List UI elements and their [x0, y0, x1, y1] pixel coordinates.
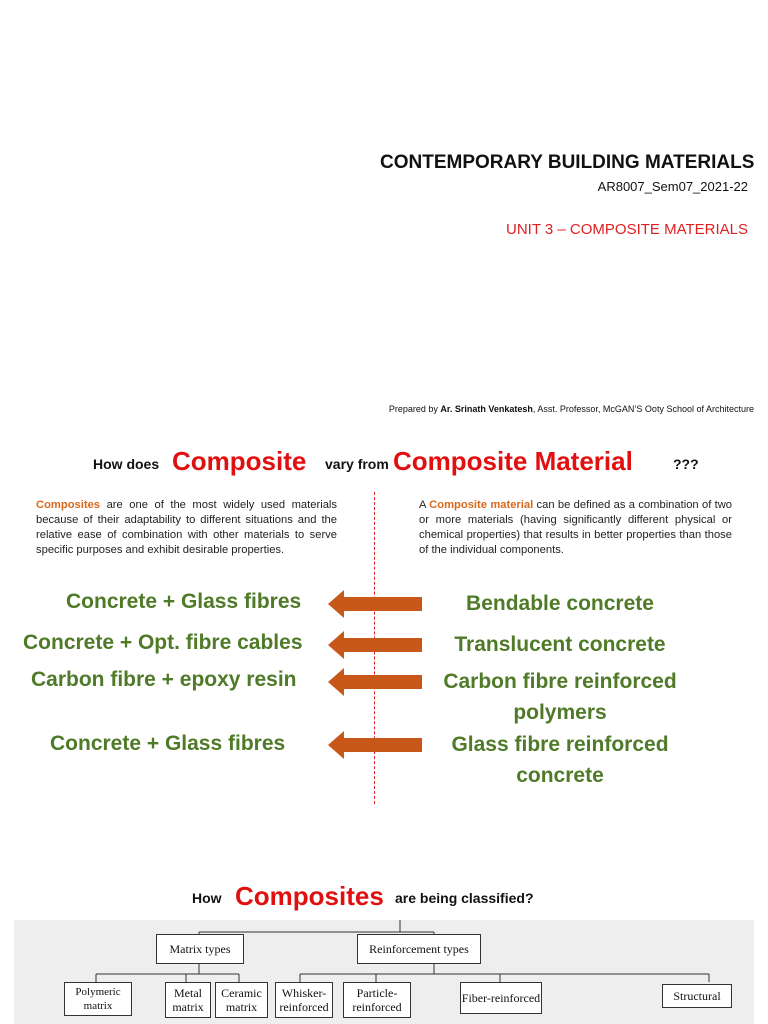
- box-metal-matrix: Metal matrix: [165, 982, 211, 1018]
- question2-composites: Composites: [235, 881, 384, 911]
- pair-3-left: Carbon fibre + epoxy resin: [31, 668, 297, 691]
- cm-prefix: A: [419, 499, 430, 511]
- composites-text: are one of the most widely used materials because of their adaptability to different situations and the relative ease of combination with other materials to serve specific purposes and exhibit desirable properties.: [36, 499, 337, 556]
- question-composite: Composite: [172, 446, 307, 476]
- pair-4-right: Glass fibre reinforced concrete: [451, 733, 669, 787]
- cm-text: can be defined as a combination of two or more materials (having significantly different physical or chemical properties) that results in better properties than those of the individual components.: [419, 499, 733, 556]
- unit-title: UNIT 3 – COMPOSITE MATERIALS: [506, 221, 748, 238]
- box-particle-reinforced: Particle-reinforced: [343, 982, 411, 1018]
- left-arrow-icon: [328, 668, 422, 696]
- pair-1-left: Concrete + Glass fibres: [66, 590, 302, 613]
- composites-definition: [36, 498, 337, 558]
- box-fiber-reinforced: Fiber-reinforced: [460, 982, 542, 1014]
- left-arrow-icon: [328, 631, 422, 659]
- document-title: CONTEMPORARY BUILDING MATERIALS: [380, 152, 755, 173]
- pair-3-right: Carbon fibre reinforced polymers: [443, 670, 677, 724]
- pair-2-left: Concrete + Opt. fibre cables: [23, 631, 303, 654]
- author-name: Ar. Srinath Venkatesh: [440, 404, 533, 414]
- composites-highlight: Composites: [36, 499, 101, 511]
- course-code: AR8007_Sem07_2021-22: [597, 179, 748, 194]
- box-reinforcement-types: Reinforcement types: [357, 934, 481, 964]
- pair-1-right: Bendable concrete: [466, 592, 654, 615]
- pair-2-right: Translucent concrete: [454, 633, 666, 656]
- prepared-by: [389, 404, 754, 414]
- question-marks: ???: [673, 456, 699, 472]
- question2-how: How: [192, 890, 222, 906]
- left-arrow-icon: [328, 731, 422, 759]
- prepared-prefix: Prepared by: [388, 404, 441, 414]
- classification-diagram: [14, 920, 754, 1024]
- composite-material-definition: [419, 498, 732, 558]
- box-whisker-reinforced: Whisker-reinforced: [275, 982, 333, 1018]
- question-vary-from: vary from: [325, 456, 389, 472]
- cm-highlight-1: Composite: [429, 499, 487, 511]
- box-structural: Structural: [662, 984, 732, 1008]
- question-composite-material: Composite Material: [393, 446, 633, 476]
- left-arrow-icon: [328, 590, 422, 618]
- question-how-does: How does: [93, 456, 160, 472]
- prepared-suffix: , Asst. Professor, McGAN’S Ooty School of Architecture: [532, 404, 754, 414]
- question2-rest: are being classified?: [395, 890, 534, 906]
- box-matrix-types: Matrix types: [156, 934, 244, 964]
- box-polymeric-matrix: Polymeric matrix: [64, 982, 132, 1016]
- box-ceramic-matrix: Ceramic matrix: [215, 982, 268, 1018]
- pair-4-left: Concrete + Glass fibres: [50, 732, 286, 755]
- cm-highlight-2: material: [490, 499, 534, 511]
